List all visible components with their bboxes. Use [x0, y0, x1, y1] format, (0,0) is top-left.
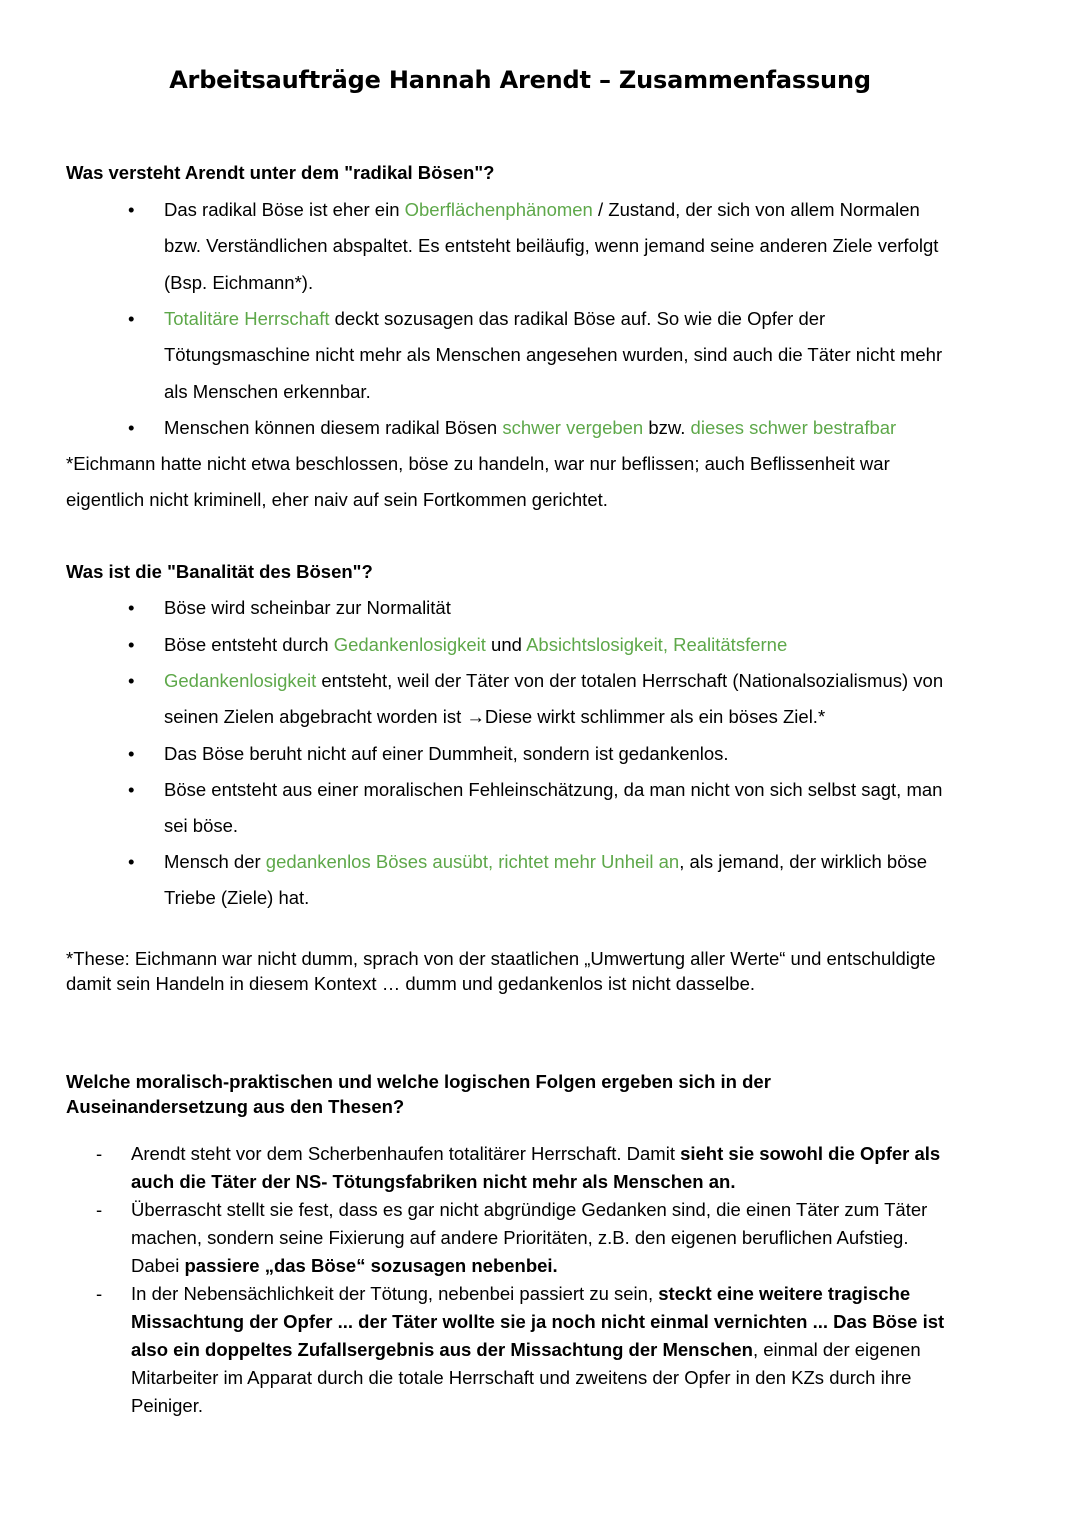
section2-bullet-4: Das Böse beruht nicht auf einer Dummheit, sondern ist gedankenlos.	[164, 743, 729, 764]
section1-footnote: *Eichmann hatte nicht etwa beschlossen, böse zu handeln, war nur beflissen; auch Beflissenheit war eigentlich nicht kriminell, eher naiv auf sein Fortkommen gerichtet.	[66, 453, 890, 511]
section1-bullet-3: Menschen können diesem radikal Bösen schwer vergeben bzw. dieses schwer bestrafbar	[164, 417, 897, 438]
bullet-icon: •	[128, 851, 135, 872]
bullet-icon: •	[128, 779, 135, 800]
bullet-icon: •	[128, 634, 135, 655]
section1-bullet-2: Totalitäre Herrschaft deckt sozusagen das radikal Böse auf. So wie die Opfer der Tötungsmaschine nicht mehr als Menschen angesehen wurden, sind auch die Täter nicht mehr als Menschen erkennbar.	[164, 308, 943, 402]
section2-bullet-5: Böse entsteht aus einer moralischen Fehleinschätzung, da man nicht von sich selbst sagt, man sei böse.	[164, 779, 943, 837]
dash-marker: -	[96, 1143, 103, 1164]
section3-item-1: Arendt steht vor dem Scherbenhaufen totalitärer Herrschaft. Damit sieht sie sowohl die Opfer als auch die Täter der NS- Tötungsfabriken nicht mehr als Menschen an.	[131, 1143, 941, 1192]
section2-bullet-3: Gedankenlosigkeit entsteht, weil der Täter von der totalen Herrschaft (Nationalsozialismus) von seinen Zielen abgebracht worden ist →Diese wirkt schlimmer als ein böses Ziel.*	[164, 670, 944, 728]
section3-item-2: Überrascht stellt sie fest, dass es gar nicht abgründige Gedanken sind, die einen Täter zum Täter machen, sondern seine Fixierung auf andere Prioritäten, z.B. den eigenen beruflichen Aufstieg. Dabei passiere „das Böse“ sozusagen nebenbei.	[131, 1199, 928, 1276]
section2-footnote: *These: Eichmann war nicht dumm, sprach von der staatlichen „Umwertung aller Werte“ und entschuldigte damit sein Handeln in diesem Kontext … dumm und gedankenlos ist nicht dasselbe.	[66, 948, 936, 994]
bullet-icon: •	[128, 670, 135, 691]
section2-bullet-6: Mensch der gedankenlos Böses ausübt, richtet mehr Unheil an, als jemand, der wirklich böse Triebe (Ziele) hat.	[164, 851, 928, 909]
section2-bullet-1: Böse wird scheinbar zur Normalität	[164, 597, 451, 618]
bullet-icon: •	[128, 417, 135, 438]
section3-heading: Welche moralisch-praktischen und welche logischen Folgen ergeben sich in der Auseinandersetzung aus den Thesen?	[66, 1071, 771, 1117]
section1-bullet-1: Das radikal Böse ist eher ein Oberflächenphänomen / Zustand, der sich von allem Normalen bzw. Verständlichen abspaltet. Es entsteht beiläufig, wenn jemand seine anderen Ziele verfolgt (Bsp. Eichmann*).	[164, 199, 939, 293]
bullet-icon: •	[128, 308, 135, 329]
section3-item-3: In der Nebensächlichkeit der Tötung, nebenbei passiert zu sein, steckt eine weitere tragische Missachtung der Opfer ... der Täter wollte sie ja noch nicht einmal vernichten ... Das Böse ist also ein doppeltes Zufallsergebnis aus der Missachtung der Menschen, einmal der eigenen Mitarbeiter im Apparat durch die totale Herrschaft und zweitens der Opfer in den KZs durch ihre Peiniger.	[131, 1283, 945, 1416]
dash-marker: -	[96, 1283, 103, 1304]
section2-heading: Was ist die "Banalität des Bösen"?	[66, 561, 373, 582]
section2-bullet-2: Böse entsteht durch Gedankenlosigkeit und Absichtslosigkeit, Realitätsferne	[164, 634, 788, 655]
bullet-icon: •	[128, 743, 135, 764]
document-title: Arbeitsaufträge Hannah Arendt – Zusammenfassung	[169, 66, 871, 94]
bullet-icon: •	[128, 597, 135, 618]
section1-heading: Was versteht Arendt unter dem "radikal Bösen"?	[66, 162, 495, 183]
bullet-icon: •	[128, 199, 135, 220]
dash-marker: -	[96, 1199, 103, 1220]
